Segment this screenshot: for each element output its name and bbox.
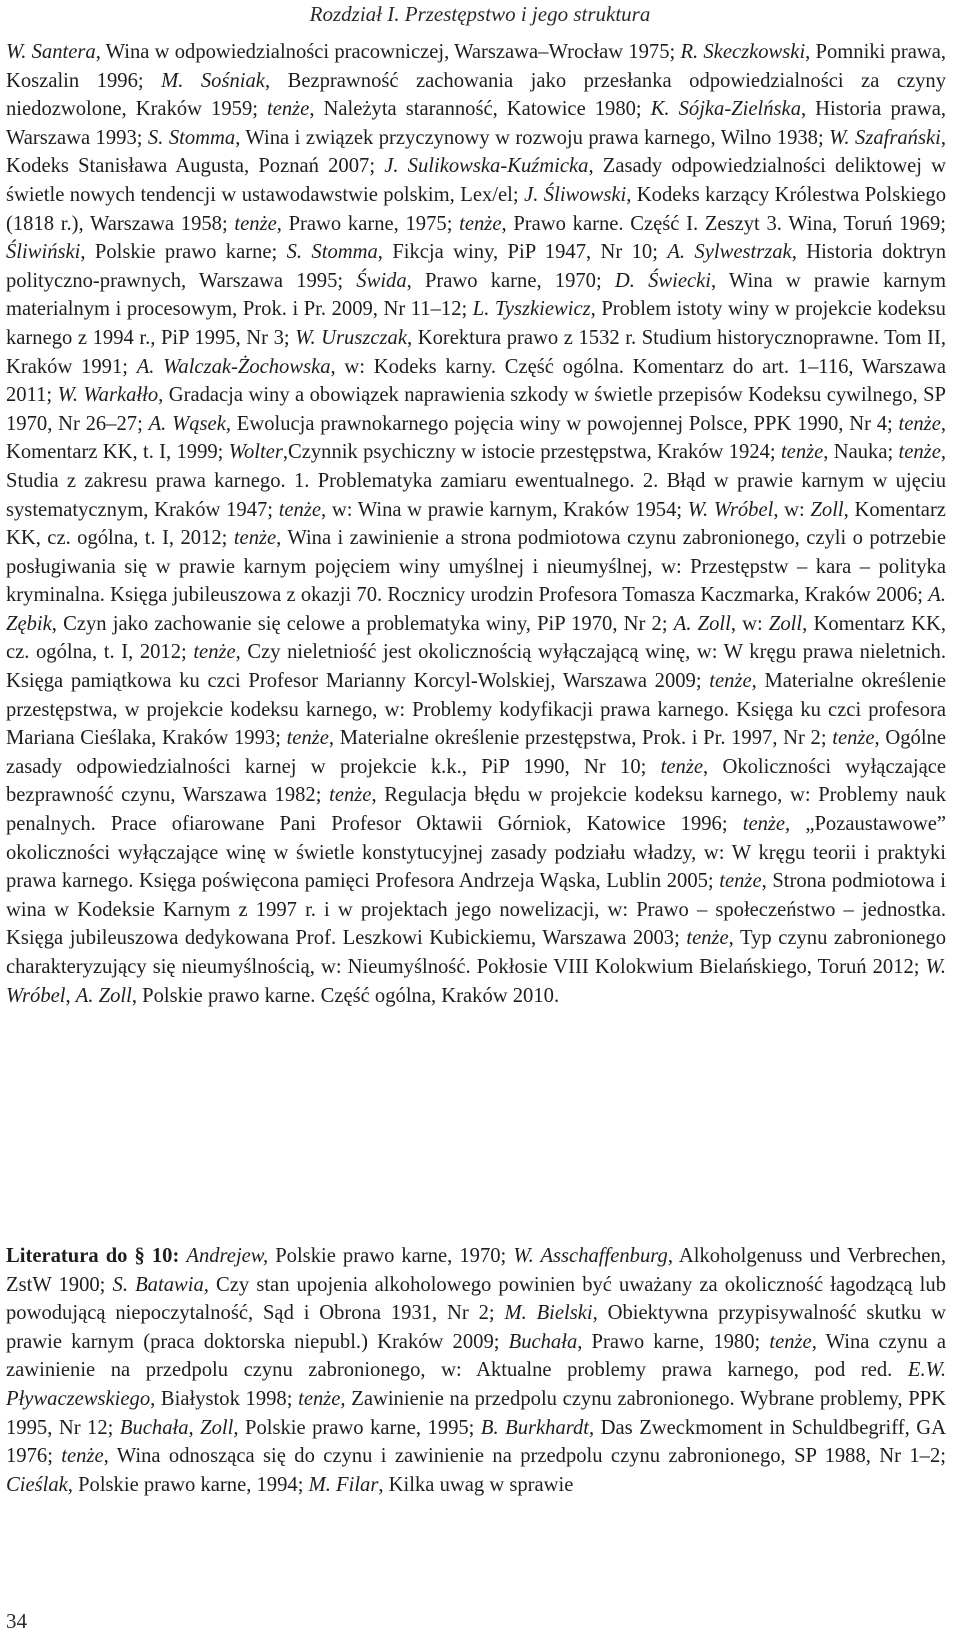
author-name: tenże xyxy=(742,813,786,836)
citation-text: , Materialne określenie przestępstwa, w projekcie kodeksu karnego, w: Problemy kodyfikacji prawa karnego. Księga ku czci profesora Mariana Cieślaka, Kraków 1993; xyxy=(6,670,946,750)
citation-text: , Kodeks karzący Królestwa Polskiego (1818 r.), Warszawa 1958; xyxy=(6,183,946,235)
author-name: tenże xyxy=(286,727,329,750)
author-name: W. Uruszczak xyxy=(295,326,407,349)
literature-heading: Literatura do § 10: xyxy=(6,1245,180,1267)
author-name: A. Zębik xyxy=(6,584,946,635)
author-name: tenże xyxy=(660,755,703,778)
author-name: Świda xyxy=(356,269,407,292)
citation-text: , Typ czynu zabronionego charakteryzujący się nieumyślnością, w: Nieumyślność. Pokłosie VIII Kolokwium Bielańskiego, Toruń 2012; xyxy=(6,927,946,978)
author-name: Buchała, xyxy=(508,1330,583,1353)
citation-text: Zawinienie na przedpolu czynu zabronionego. Wybrane problemy, PPK 1995, Nr 12; xyxy=(6,1387,947,1439)
author-name: A. Wąsek xyxy=(148,412,226,435)
author-name: tenże xyxy=(898,412,941,435)
author-name: A. Walczak-Żochowska xyxy=(136,355,331,378)
citation-text: , Białystok 1998; xyxy=(150,1387,299,1410)
author-name: tenże xyxy=(233,527,277,550)
author-name: tenże xyxy=(267,98,310,121)
citation-text: Das Zweckmoment in Schuldbegriff, GA 1976; xyxy=(6,1416,946,1468)
author-name: S. Stomma xyxy=(147,126,236,149)
citation-text: , w: Wina w prawie karnym, Kraków 1954; xyxy=(321,498,688,521)
citation-text: , Prawo karne. Część I. Zeszyt 3. Wina, Toruń 1969; xyxy=(501,212,946,235)
citation-text: , Korektura prawo z 1532 r. Studium historycznoprawne. Tom II, Kraków 1991; xyxy=(6,326,946,378)
page-number: 34 xyxy=(6,1609,27,1633)
literature-text xyxy=(6,1242,946,1499)
author-name: W. Santera xyxy=(6,41,96,63)
citation-text: , xyxy=(65,984,76,1007)
citation-text: , Studia z zakresu prawa karnego. 1. Problematyka zamiaru ewentualnego. 2. Błąd w prawie karnym w ujęciu systematycznym, Kraków 1947; xyxy=(6,441,946,521)
citation-text: , „Pozaustawowe” okoliczności wyłączające winę w świetle konstytucyjnej zasady podziału władzy, w: W kręgu teorii i praktyki prawa karnego. Księga poświęcona pamięci Profesora Andrzeja Wąska, Lublin 2005; xyxy=(6,813,946,893)
citation-text: Polskie prawo karne, 1995; xyxy=(238,1416,481,1439)
author-name: W. Wróbel xyxy=(687,498,774,521)
bibliography-paragraph xyxy=(6,38,946,1010)
citation-text: , Materialne określenie przestępstwa, Prok. i Pr. 1997, Nr 2; xyxy=(328,727,833,750)
citation-text: , Komentarz KK, t. I, 1999; xyxy=(6,412,946,464)
citation-text: Polskie prawo karne, 1994; xyxy=(72,1473,309,1496)
author-name: L. Tyszkiewicz xyxy=(472,298,591,321)
citation-text: , Regulacja błędu w projekcie kodeksu karnego, w: Problemy nauk penalnych. Prace ofiarowane Pani Profesor Oktawii Górniok, Katowice 1996; xyxy=(6,784,946,836)
author-name: W. Warkałło xyxy=(57,384,159,407)
citation-text: , Prawo karne, 1975; xyxy=(276,212,460,235)
author-name: tenże xyxy=(234,212,277,235)
author-name: A. Sylwestrzak xyxy=(667,241,792,264)
citation-text: , Okoliczności wyłączające bezprawność czynu, Warszawa 1982; xyxy=(6,755,947,807)
citation-text: , Fikcja winy, PiP 1947, Nr 10; xyxy=(377,241,668,264)
citation-text: Polskie prawo karne, 1970; xyxy=(268,1245,514,1267)
author-name: tenże xyxy=(459,212,502,235)
literature-body xyxy=(6,1245,946,1496)
author-name: tenże, xyxy=(298,1387,346,1410)
author-name: Zoll xyxy=(810,498,844,521)
literature-paragraph xyxy=(6,1242,946,1499)
citation-text: , w: xyxy=(730,612,769,635)
citation-text: Obiektywna przypisywalność skutku w prawie karnym (praca doktorska niepubl.) Kraków 2009; xyxy=(6,1302,946,1353)
citation-text: Wina czynu a zawinienie na przedpolu czynu zabronionego, w: Aktualne problemy prawa karnego, pod red. xyxy=(6,1330,946,1382)
author-name: R. Skeczkowski xyxy=(680,41,806,63)
citation-text: , Alkoholgenuss und Verbrechen, ZstW 1900; xyxy=(6,1245,946,1296)
citation-text: , Czyn jako zachowanie się celowe a problematyka winy, PiP 1970, Nr 2; xyxy=(51,612,674,635)
author-name: J. Sulikowska-Kuźmicka xyxy=(384,155,589,178)
author-name: tenże xyxy=(780,441,824,464)
citation-text: , Problem istoty winy w projekcie kodeksu karnego z 1994 r., PiP 1995, Nr 3; xyxy=(6,298,946,349)
author-name: tenże xyxy=(329,784,372,807)
author-name: W. Asschaffenburg xyxy=(513,1245,668,1267)
author-name: tenże xyxy=(278,498,322,521)
author-name: W. Wróbel xyxy=(6,956,946,1007)
citation-text: , Należyta staranność, Katowice 1980; xyxy=(309,98,651,121)
citation-text: ,Czynnik psychiczny w istocie przestępstwa, Kraków 1924; xyxy=(282,441,781,464)
citation-text: , w: xyxy=(773,498,811,521)
citation-text: , Pomniki prawa, Koszalin 1996; xyxy=(6,41,946,92)
citation-text: , Historia prawa, Warszawa 1993; xyxy=(6,98,947,149)
citation-text: Prawo karne, 1980; xyxy=(582,1330,770,1353)
citation-text: , Wina odnosząca się do czynu i zawinienie na przedpolu czynu zabronionego, SP 1988, Nr 1–2; xyxy=(103,1445,946,1468)
author-name: A. Zoll xyxy=(673,612,731,635)
author-name: W. Szafrański xyxy=(829,126,941,149)
author-name: E.W. Pływaczewskiego xyxy=(6,1359,946,1410)
author-name: Andrejew, xyxy=(186,1245,269,1267)
citation-text: , Polskie prawo karne. Część ogólna, Kraków 2010. xyxy=(131,984,560,1007)
author-name: tenże xyxy=(193,641,236,664)
bibliography-text xyxy=(6,38,946,1010)
author-name: A. Zoll xyxy=(75,984,132,1007)
author-name: tenże xyxy=(898,441,941,464)
citation-text: , Komentarz KK, cz. ogólna, t. I, 2012; xyxy=(6,498,946,550)
author-name: M. Filar xyxy=(308,1473,379,1496)
citation-text: , Prawo karne, 1970; xyxy=(406,269,615,292)
author-name: Buchała, Zoll, xyxy=(119,1416,239,1439)
author-name: tenże, xyxy=(769,1330,817,1353)
running-header: Rozdział I. Przestępstwo i jego struktura xyxy=(309,2,651,26)
citation-text: , Historia doktryn polityczno-prawnych, Warszawa 1995; xyxy=(6,241,947,292)
citation-text: , Ewolucja prawnokarnego pojęcia winy w powojennej Polsce, PPK 1990, Nr 4; xyxy=(225,412,899,435)
author-name: S. Stomma xyxy=(286,241,378,264)
author-name: Zoll xyxy=(768,612,803,635)
author-name: D. Świecki xyxy=(614,269,711,292)
citation-text: , Nauka; xyxy=(823,441,899,464)
author-name: M. Bielski, xyxy=(504,1302,598,1325)
citation-text: , Wina w prawie karnym materialnym i procesowym, Prok. i Pr. 2009, Nr 11–12; xyxy=(6,269,946,321)
citation-text: , Komentarz KK, cz. ogólna, t. I, 2012; xyxy=(6,612,946,664)
author-name: tenże xyxy=(832,727,875,750)
citation-text: , Strona podmiotowa i wina w Kodeksie Karnym z 1997 r. i w projektach jego nowelizacji, w: Prawo – społeczeństwo – jednostka. Księga jubileuszowa dedykowana Prof. Leszkowi Kubickiemu, Warszawa 2003; xyxy=(6,870,946,950)
author-name: J. Śliwowski xyxy=(524,183,627,206)
citation-text: , w: Kodeks karny. Część ogólna. Komentarz do art. 1–116, Warszawa 2011; xyxy=(6,355,946,407)
author-name: B. Burkhardt, xyxy=(480,1416,595,1439)
author-name: tenże xyxy=(61,1445,104,1468)
citation-text: , Czy nieletniość jest okolicznością wyłączającą winę, w: W kręgu prawa nieletnich. Księga pamiątkowa ku czci Profesor Marianny Korcyl-Wolskiej, Warszawa 2009; xyxy=(6,641,947,693)
author-name: Cieślak, xyxy=(6,1473,73,1496)
author-name: Śliwiński xyxy=(6,241,81,264)
citation-text: , Bezprawność zachowania jako przesłanka odpowiedzialności za czyny niedozwolone, Kraków 1959; xyxy=(6,69,946,121)
author-name: tenże xyxy=(719,870,762,893)
citation-text: , Kodeks Stanisława Augusta, Poznań 2007; xyxy=(6,126,947,178)
author-name: K. Sójka-Zielńska xyxy=(650,98,801,121)
citation-text: , Gradacja winy a obowiązek naprawienia szkody w świetle przepisów Kodeksu cywilnego, SP 1970, Nr 26–27; xyxy=(6,384,946,435)
citation-text: , Wina w odpowiedzialności pracowniczej, Warszawa–Wrocław 1975; xyxy=(95,41,681,63)
citation-text: , Wina i zawinienie a strona podmiotowa czynu zabronionego, czyli o potrzebie posługiwania się w prawie karnym pojęciem winy umyślnej i nieumyślnej, w: Przestępstw – kara – polityka kryminalna. Księga jubileuszowa z okazji 70. Rocznicy urodzin Profesora Tomasza Kaczmarka, Kraków 2006; xyxy=(6,527,946,607)
author-name: M. Sośniak xyxy=(161,69,265,92)
citation-text: , Polskie prawo karne; xyxy=(80,241,287,264)
author-name: tenże xyxy=(709,670,752,693)
author-name: S. Batawia, xyxy=(112,1273,209,1296)
citation-text: , Ogólne zasady odpowiedzialności karnej w projekcie k.k., PiP 1990, Nr 10; xyxy=(6,727,946,778)
citation-text: , Kilka uwag w sprawie xyxy=(378,1473,574,1496)
citation-text: , Wina i związek przyczynowy w rozwoju prawa karnego, Wilno 1938; xyxy=(235,126,830,149)
author-name: tenże xyxy=(686,927,729,950)
author-name: Wolter xyxy=(228,441,283,464)
citation-text: , Zasady odpowiedzialności deliktowej w świetle nowych tendencji w ustawodawstwie polskim, Lex/el; xyxy=(6,155,946,206)
citation-text: Czy stan upojenia alkoholowego powinien być uważany za okoliczność łagodzącą lub powodującą niepoczytalność, Sąd i Obrona 1931, Nr 2; xyxy=(6,1273,946,1325)
